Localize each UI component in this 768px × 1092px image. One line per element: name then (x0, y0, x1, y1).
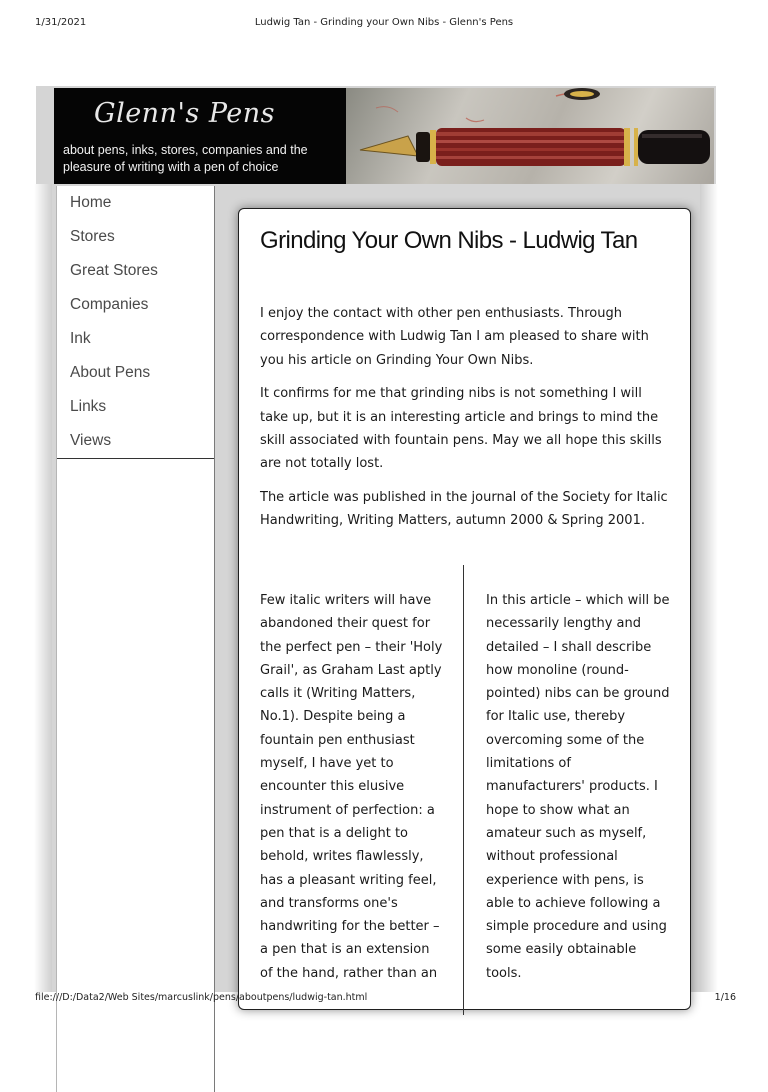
sidebar-nav (56, 186, 215, 1092)
nav-item-home[interactable]: Home (70, 194, 112, 211)
article-card (238, 208, 691, 1010)
site-tagline: about pens, inks, stores, companies and the pleasure of writing with a pen of choice (63, 143, 308, 174)
print-title: Ludwig Tan - Grinding your Own Nibs - Glenn's Pens (254, 17, 514, 28)
intro-paragraph: I enjoy the contact with other pen enthusiasts. Through correspondence with Ludwig Tan I am pleased to share with you his article on Grinding Your Own Nibs. (260, 306, 649, 368)
nav-item-companies[interactable]: Companies (70, 296, 149, 313)
print-file-path: file:///D:/Data2/Web Sites/marcuslink/pens/aboutpens/ludwig-tan.html (35, 992, 368, 1003)
pen-photo (346, 88, 714, 184)
site-frame (36, 86, 716, 992)
site-banner[interactable] (54, 88, 714, 184)
fountain-pen-illustration (346, 88, 714, 184)
print-page-number: 1/16 (714, 992, 736, 1003)
article-column-right: In this article – which will be necessarily lengthy and detailed – I shall describe how monoline (round-pointed) nibs can be ground for Italic use, thereby overcoming some of the limitations of manufacturers' products. I hope to show what an amateur such as myself, without professional experience with pens, is able to achieve following a simple procedure and using some easily obtainable tools. (486, 593, 670, 981)
site-logo[interactable]: Glenn's Pens (94, 98, 275, 129)
nav-item-ink[interactable]: Ink (70, 330, 91, 347)
nav-item-great-stores[interactable]: Great Stores (70, 262, 158, 279)
intro-paragraph: It confirms for me that grinding nibs is not something I will take up, but it is an interesting article and brings to mind the skill associated with fountain pens. May we all hope this skills are not totally lost. (260, 386, 662, 472)
print-date: 1/31/2021 (35, 17, 87, 28)
nav-item-links[interactable]: Links (70, 398, 107, 415)
print-footer (0, 992, 768, 1006)
nav-item-views[interactable]: Views (70, 432, 112, 449)
intro-paragraph: The article was published in the journal of the Society for Italic Handwriting, Writing Matters, autumn 2000 & Spring 2001. (260, 490, 668, 529)
print-header (0, 17, 768, 31)
column-divider (463, 565, 464, 1015)
nav-item-about-pens[interactable]: About Pens (70, 364, 151, 381)
article-title: Grinding Your Own Nibs - Ludwig Tan (260, 227, 638, 254)
article-column-left: Few italic writers will have abandoned their quest for the perfect pen – their 'Holy Grail', as Graham Last aptly calls it (Writing Matters, No.1). Despite being a fountain pen enthusiast myself, I have yet to encounter this elusive instrument of perfection: a pen that is a delight to behold, writes flawlessly, has a pleasant writing feel, and transforms one's handwriting for the better – a pen that is an extension of the hand, rather than an (260, 593, 443, 981)
article-intro (260, 302, 672, 543)
nav-item-stores[interactable]: Stores (70, 228, 115, 245)
